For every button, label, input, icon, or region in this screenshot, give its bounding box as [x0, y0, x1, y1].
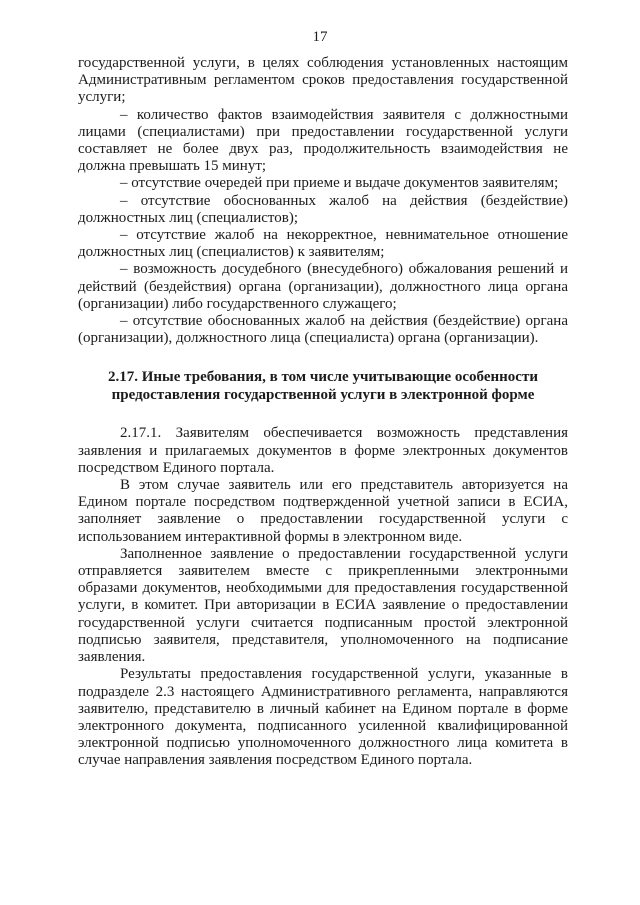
paragraph-continuation: государственной услуги, в целях соблюдения установленных настоящим Административным регламентом сроков предоставления государственной услуги; — [78, 55, 568, 106]
document-body — [78, 55, 568, 770]
list-item-no-complaints-officials: – отсутствие обоснованных жалоб на действия (бездействие) должностных лиц (специалистов); — [78, 192, 568, 226]
page-number: 17 — [312, 29, 328, 45]
section-paragraph-3: Заполненное заявление о предоставлении государственной услуги отправляется заявителем вместе с прикрепленными электронными образами документов, необходимыми для предоставления государственной услуги, в комитет. При авторизации в ЕСИА заявление о предоставлении государственной услуги считается подписанным простой электронной подписью заявителя, представителя, уполномоченного на подписание заявления. — [78, 545, 568, 666]
list-item-interaction-count: – количество фактов взаимодействия заявителя с должностными лицами (специалистами) при предоставлении государственной услуги составляет не более двух раз, продолжительность взаимодействия не должна превышать 15 минут; — [78, 106, 568, 175]
list-item-no-queues: – отсутствие очередей при приеме и выдаче документов заявителям; — [120, 175, 559, 192]
list-item-pretrial-appeal: – возможность досудебного (внесудебного) обжалования решений и действий (бездействия) органа (организации), должностного лица органа (организации) либо государственного служащего; — [78, 261, 568, 312]
section-heading: 2.17. Иные требования, в том числе учитывающие особенности предоставления государственной услуги в электронной форме — [108, 369, 538, 404]
list-item-no-complaints-attitude: – отсутствие жалоб на некорректное, невнимательное отношение должностных лиц (специалистов) к заявителям; — [78, 227, 568, 261]
section-paragraph-4: Результаты предоставления государственной услуги, указанные в подразделе 2.3 настоящего Административного регламента, направляются заявителю, представителю в личный кабинет на Едином портале в форме электронного документа, подписанного усиленной квалифицированной электронной подписью уполномоченного должностного лица комитета в случае направления заявления посредством Единого портала. — [78, 666, 568, 769]
section-paragraph-1: 2.17.1. Заявителям обеспечивается возможность представления заявления и прилагаемых документов в форме электронных документов посредством Единого портала. — [78, 425, 568, 476]
list-item-no-complaints-organization: – отсутствие обоснованных жалоб на действия (бездействие) органа (организации), должностного лица (специалиста) органа (организации). — [78, 313, 568, 347]
section-paragraph-2: В этом случае заявитель или его представитель авторизуется на Едином портале посредством подтвержденной учетной записи в ЕСИА, заполняет заявление о предоставлении государственной услуги с использованием интерактивной формы в электронном виде. — [78, 477, 568, 545]
